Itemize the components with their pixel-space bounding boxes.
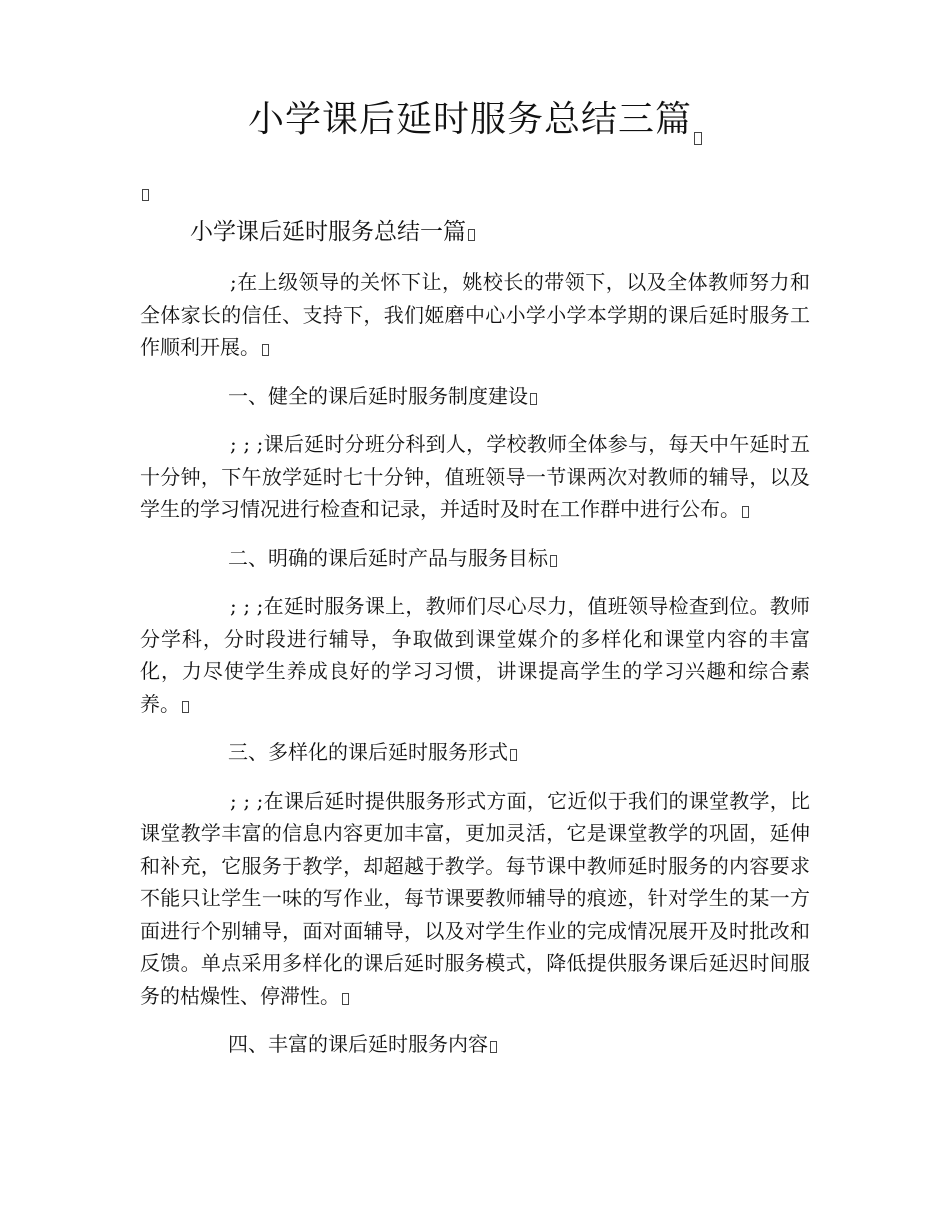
paragraph-mark-icon [694, 132, 702, 145]
paragraph-mark-icon [530, 393, 537, 405]
heading-text: 二、明确的课后延时产品与服务目标 [228, 545, 548, 570]
document-body [140, 266, 810, 1077]
body-paragraph [140, 266, 810, 364]
empty-paragraph-mark [140, 184, 149, 203]
paragraph-mark-icon [468, 229, 475, 241]
paragraph-mark-icon [490, 1041, 497, 1053]
body-paragraph [140, 428, 810, 526]
paragraph-text: ; ; ;在延时服务课上，教师们尽心尽力，值班领导检查到位。教师分学科，分时段进行辅导，争取做到课堂媒介的多样化和课堂内容的丰富化，力尽使学生养成良好的学习习惯，讲课提高学生的学习兴趣和综合素养。 [140, 594, 810, 716]
paragraph-mark-icon [182, 701, 189, 713]
paragraph-mark-icon [342, 993, 349, 1005]
paragraph-text: ; ; ;课后延时分班分科到人，学校教师全体参与，每天中午延时五十分钟，下午放学延时七十分钟，值班领导一节课两次对教师的辅导，以及学生的学习情况进行检查和记录，并适时及时在工作群中进行公布。 [140, 432, 810, 521]
paragraph-mark-icon [510, 749, 517, 761]
paragraph-mark-icon [742, 506, 749, 518]
paragraph-text: ;在上级领导的关怀下让，姚校长的带领下，以及全体教师努力和全体家长的信任、支持下，我们姬磨中心小学小学本学期的课后延时服务工作顺利开展。 [140, 270, 810, 359]
title-text: 小学课后延时服务总结三篇 [247, 99, 692, 140]
body-paragraph [140, 590, 810, 720]
heading-text: 四、丰富的课后延时服务内容 [228, 1032, 488, 1056]
heading-text: 一、健全的课后延时服务制度建设 [228, 383, 528, 408]
section-heading [140, 1028, 810, 1061]
paragraph-mark-icon [262, 344, 269, 356]
subtitle-text: 小学课后延时服务总结一篇 [190, 219, 466, 245]
section-subtitle [190, 216, 475, 248]
paragraph-mark-icon [550, 555, 557, 567]
heading-text: 三、多样化的课后延时服务形式 [228, 740, 508, 764]
section-heading [140, 736, 810, 769]
section-heading [140, 542, 810, 575]
section-heading [140, 380, 810, 413]
paragraph-text: ; ; ;在课后延时提供服务形式方面，它近似于我们的课堂教学，比课堂教学丰富的信息内容更加丰富，更加灵活，它是课堂教学的巩固，延伸和补充，它服务于教学，却超越于教学。每节课中教师延时服务的内容要求不能只让学生一味的写作业，每节课要教师辅导的痕迹，针对学生的某一方面进行个别辅导，面对面辅导，以及对学生作业的完成情况展开及时批改和反馈。单点采用多样化的课后延时服务模式，降低提供服务课后延迟时间服务的枯燥性、停滞性。 [140, 788, 810, 1008]
document-title [0, 96, 950, 145]
paragraph-mark-icon [142, 189, 149, 201]
body-paragraph [140, 785, 810, 1013]
